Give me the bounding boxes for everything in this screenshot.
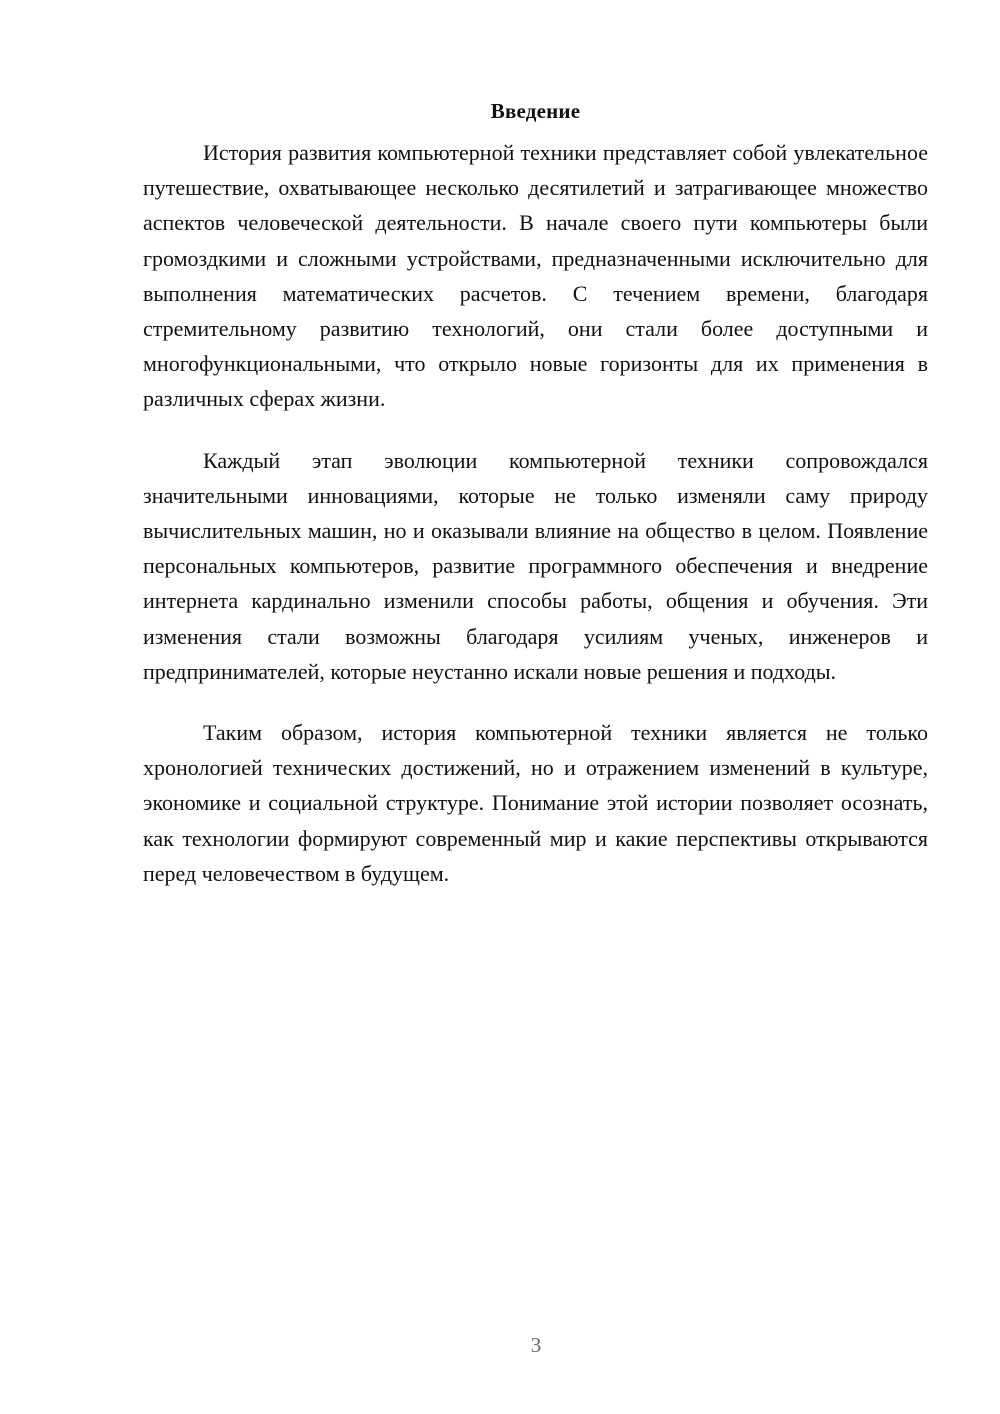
paragraph-3: Таким образом, история компьютерной техники является не только хронологией технических достижений, но и отражением изменений в культуре, экономике и социальной структуре. Понимание этой истории позволяет осознать, как технологии формируют современный мир и какие перспективы открываются перед человечеством в будущем. <box>143 720 928 886</box>
document-body <box>143 93 928 917</box>
paragraph-2: Каждый этап эволюции компьютерной техники сопровождался значительными инновациями, которые не только изменяли саму природу вычислительных машин, но и оказывали влияние на общество в целом. Появление персональных компьютеров, развитие программного обеспечения и внедрение интернета кардинально изменили способы работы, общения и обучения. Эти изменения стали возможны благодаря усилиям ученых, инженеров и предпринимателей, которые неустанно искали новые решения и подходы. <box>143 447 928 684</box>
paragraph-1: История развития компьютерной техники представляет собой увлекательное путешествие, охватывающее несколько десятилетий и затрагивающее множество аспектов человеческой деятельности. В начале своего пути компьютеры были громоздкими и сложными устройствами, предназначенными исключительно для выполнения математических расчетов. С течением времени, благодаря стремительному развитию технологий, они стали более доступными и многофункциональными, что открыло новые горизонты для их применения в различных сферах жизни. <box>143 140 928 412</box>
page-number: 3 <box>530 1333 542 1357</box>
section-title: Введение <box>490 99 581 123</box>
